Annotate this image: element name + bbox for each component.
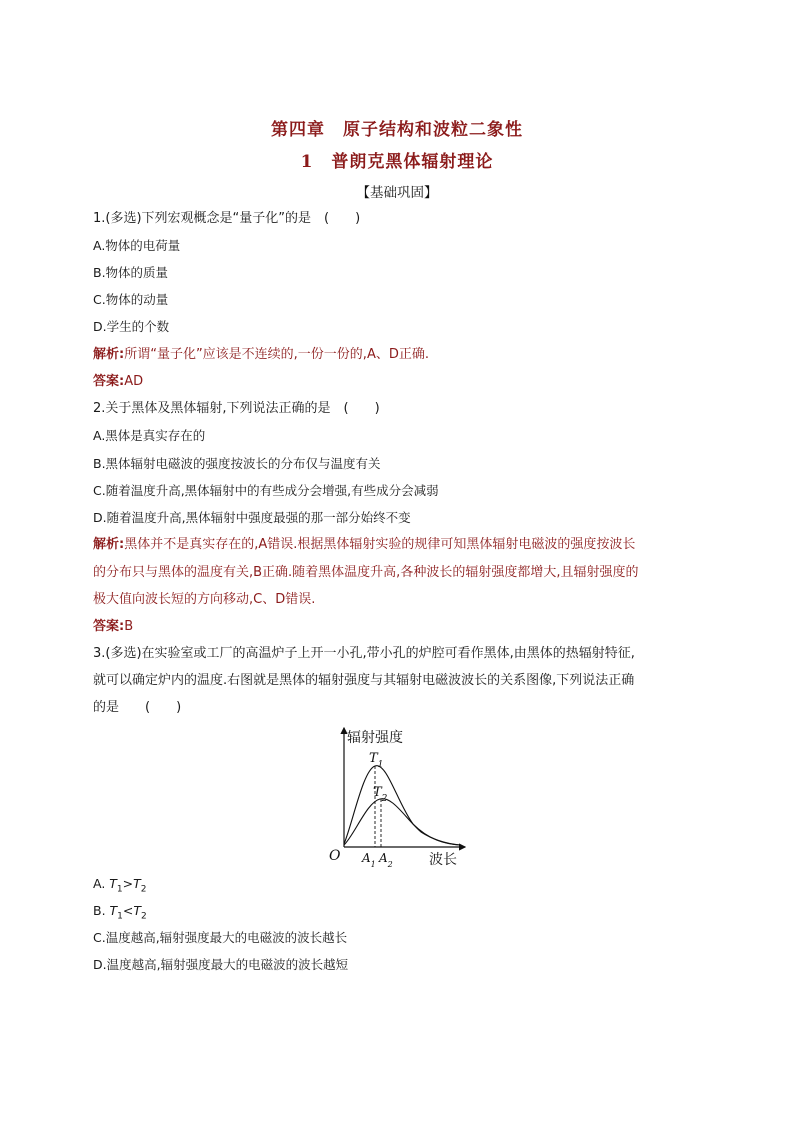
chapter-title: 第四章 原子结构和波粒二象性: [271, 120, 523, 140]
curve-label-t1: $T_1$: [369, 751, 384, 770]
q2-analysis-text-1: 黑体并不是真实存在的,A错误.根据黑体辐射实验的规律可知黑体辐射电磁波的强度按波长: [124, 537, 636, 552]
q2-answer: [93, 618, 133, 636]
q2-analysis-line-3: 极大值向波长短的方向移动,C、D错误.: [93, 592, 316, 607]
q3-option-c: C.温度越高,辐射强度最大的电磁波的波长越长: [93, 930, 348, 945]
lesson-title: 1 普朗克黑体辐射理论: [300, 152, 494, 172]
q3-stem-line-2: 就可以确定炉内的温度.右图就是黑体的辐射强度与其辐射电磁波波长的关系图像,下列说法正确: [93, 673, 635, 688]
q1-option-b: B.物体的质量: [93, 265, 169, 280]
q1-option-c: C.物体的动量: [93, 292, 169, 307]
q1-analysis: [93, 346, 429, 364]
q1-answer-label: 答案:: [93, 374, 125, 389]
q2-stem: 2.关于黑体及黑体辐射,下列说法正确的是 ( ): [93, 401, 380, 416]
peak-label-a1: $A_1$: [362, 851, 376, 869]
q1-option-a: A.物体的电荷量: [93, 238, 181, 253]
q2-analysis-line-1: [93, 536, 635, 554]
q2-option-a: A.黑体是真实存在的: [93, 428, 206, 443]
q2-option-d: D.随着温度升高,黑体辐射中强度最强的那一部分始终不变: [93, 510, 411, 525]
q1-stem: 1.(多选)下列宏观概念是“量子化”的是 ( ): [93, 211, 361, 226]
peak-label-a2: $A_2$: [379, 851, 393, 869]
q1-option-d: D.学生的个数: [93, 319, 170, 334]
q2-option-c: C.随着温度升高,黑体辐射中的有些成分会增强,有些成分会减弱: [93, 483, 439, 498]
blackbody-radiation-figure: [325, 722, 475, 872]
q1-analysis-text: 所谓“量子化”应该是不连续的,一份一份的,A、D正确.: [124, 347, 429, 362]
q1-answer-text: AD: [124, 374, 144, 389]
curve-t1: [344, 766, 460, 845]
q3-option-b: B. $T_1<T_2$: [93, 903, 147, 922]
section-label: 【基础巩固】: [356, 185, 438, 201]
origin-label: O: [329, 848, 341, 864]
y-axis-label: 辐射强度: [347, 730, 403, 746]
q3-option-a: A. $T_1>T_2$: [93, 876, 147, 895]
q1-answer: [93, 373, 143, 391]
q2-analysis-line-2: 的分布只与黑体的温度有关,B正确.随着黑体温度升高,各种波长的辐射强度都增大,且辐射强度的: [93, 565, 639, 580]
q3-stem-line-3: 的是 ( ): [93, 700, 182, 715]
q3-option-d: D.温度越高,辐射强度最大的电磁波的波长越短: [93, 957, 349, 972]
q2-analysis-label: 解析:: [93, 537, 125, 552]
q2-answer-text: B: [124, 619, 134, 634]
q3-stem-line-1: 3.(多选)在实验室或工厂的高温炉子上开一小孔,带小孔的炉腔可看作黑体,由黑体的热辐射特征,: [93, 646, 635, 661]
q2-option-b: B.黑体辐射电磁波的强度按波长的分布仅与温度有关: [93, 456, 381, 471]
curve-label-t2: $T_2$: [373, 785, 388, 804]
x-axis-label: 波长: [429, 852, 457, 868]
q1-analysis-label: 解析:: [93, 347, 125, 362]
q2-answer-label: 答案:: [93, 619, 125, 634]
